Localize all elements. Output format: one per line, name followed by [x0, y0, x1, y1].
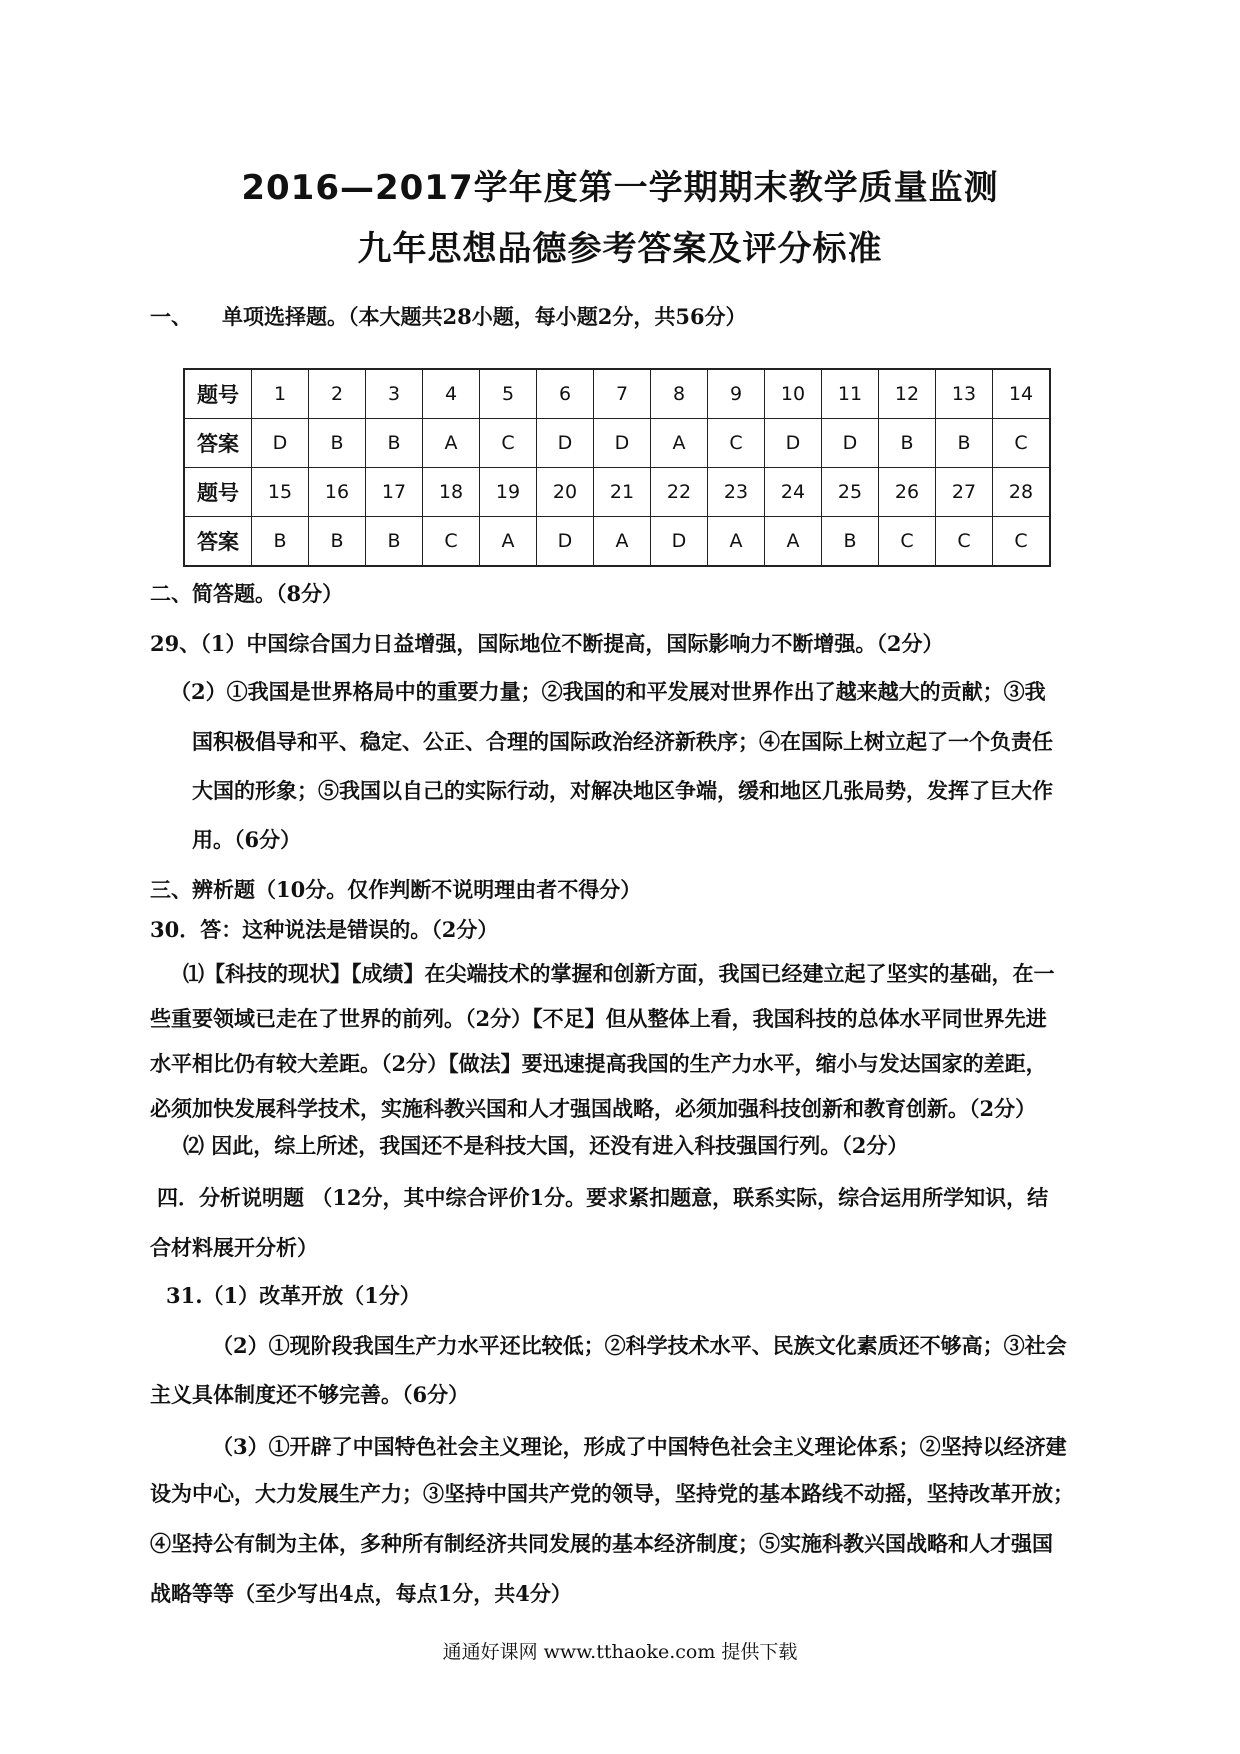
q31-part3-line: （3）①开辟了中国特色社会主义理论，形成了中国特色社会主义理论体系；②坚持以经济建	[212, 1434, 1067, 1459]
q31-part2-line: （2）①现阶段我国生产力水平还比较低；②科学技术水平、民族文化素质还不够高；③社会	[212, 1333, 1067, 1358]
q30-part2: ⑵ 因此，综上所述，我国还不是科技大国，还没有进入科技强国行列。（2分）	[183, 1133, 909, 1158]
answer-table-cell: 6	[537, 369, 594, 419]
answer-table-cell: 3	[366, 369, 423, 419]
answer-table-cell: D	[594, 419, 651, 468]
q29-part1: 29、（1）中国综合国力日益增强，国际地位不断提高，国际影响力不断增强。（2分）	[150, 631, 944, 656]
answer-table-cell: 16	[309, 468, 366, 517]
page-title: 2016—2017学年度第一学期期末教学质量监测	[241, 168, 999, 208]
answer-table-cell: 28	[993, 468, 1051, 517]
answer-table-cell: 18	[423, 468, 480, 517]
answer-table-cell: 14	[993, 369, 1051, 419]
answer-table-cell: 21	[594, 468, 651, 517]
answer-table-cell: C	[879, 517, 936, 567]
answer-table-row-header: 答案	[184, 419, 252, 468]
answer-table-cell: 23	[708, 468, 765, 517]
answer-table-cell: C	[993, 419, 1051, 468]
answer-table-cell: D	[537, 517, 594, 567]
answer-table-cell: 4	[423, 369, 480, 419]
answer-table-cell: B	[309, 419, 366, 468]
answer-table-cell: B	[309, 517, 366, 567]
page-subtitle: 九年思想品德参考答案及评分标准	[357, 229, 883, 269]
answer-table-cell: 24	[765, 468, 822, 517]
section3-heading: 三、辨析题（10分。仅作判断不说明理由者不得分）	[150, 877, 642, 902]
answer-table-cell: 5	[480, 369, 537, 419]
answer-table-cell: 27	[936, 468, 993, 517]
answer-table-cell: A	[765, 517, 822, 567]
q29-part2-line: 用。（6分）	[192, 827, 302, 852]
answer-table-cell: A	[594, 517, 651, 567]
answer-table-cell: 2	[309, 369, 366, 419]
answer-table-cell: C	[423, 517, 480, 567]
answer-table-cell: B	[936, 419, 993, 468]
section1-heading: 单项选择题。（本大题共28小题，每小题2分，共56分）	[222, 304, 747, 329]
q31-part3-line: 战略等等（至少写出4点，每点1分，共4分）	[150, 1581, 572, 1606]
q30-part1-line: ⑴【科技的现状】【成绩】在尖端技术的掌握和创新方面，我国已经建立起了坚实的基础，在一	[183, 961, 1055, 986]
footer-source: 通通好课网 www.tthaoke.com 提供下载	[442, 1641, 798, 1663]
answer-table-cell: 9	[708, 369, 765, 419]
answer-table-cell: B	[366, 419, 423, 468]
q31-part2-line: 主义具体制度还不够完善。（6分）	[150, 1382, 470, 1407]
q31-part3-line: ④坚持公有制为主体，多种所有制经济共同发展的基本经济制度；⑤实施科教兴国战略和人才强国	[150, 1531, 1053, 1556]
answer-table-cell: 19	[480, 468, 537, 517]
answer-table-cell: B	[822, 517, 879, 567]
answer-table-cell: B	[366, 517, 423, 567]
section4-heading: 四．分析说明题 （12分，其中综合评价1分。要求紧扣题意，联系实际，综合运用所学知识，结	[157, 1185, 1049, 1210]
answer-table-cell: B	[252, 517, 309, 567]
answer-table	[183, 368, 1051, 567]
answer-table-cell: 20	[537, 468, 594, 517]
answer-table-cell: A	[708, 517, 765, 567]
answer-table-cell: 10	[765, 369, 822, 419]
answer-table-cell: 17	[366, 468, 423, 517]
answer-table-cell: A	[423, 419, 480, 468]
answer-table-cell: D	[822, 419, 879, 468]
answer-table-cell: D	[651, 517, 708, 567]
answer-table-cell: A	[480, 517, 537, 567]
q29-part2-line: 国积极倡导和平、稳定、公正、合理的国际政治经济新秩序；④在国际上树立起了一个负责任	[192, 729, 1053, 754]
answer-table-row-header: 题号	[184, 468, 252, 517]
answer-table-row	[184, 468, 1050, 517]
answer-table-row	[184, 369, 1050, 419]
q30-part1-line: 些重要领域已走在了世界的前列。（2分）【不足】但从整体上看，我国科技的总体水平同世界先进	[150, 1006, 1047, 1031]
answer-table-row-header: 答案	[184, 517, 252, 567]
q29-part2-line: 大国的形象；⑤我国以自己的实际行动，对解决地区争端，缓和地区几张局势，发挥了巨大作	[192, 778, 1053, 803]
section4-heading-cont: 合材料展开分析）	[150, 1235, 318, 1260]
answer-table-cell: D	[765, 419, 822, 468]
q30-part1-line: 水平相比仍有较大差距。（2分）【做法】要迅速提高我国的生产力水平，缩小与发达国家的差距，	[150, 1051, 1047, 1076]
answer-table-cell: C	[708, 419, 765, 468]
section1-number: 一、	[150, 304, 192, 329]
answer-table-row	[184, 517, 1050, 567]
answer-table-cell: D	[537, 419, 594, 468]
answer-table-cell: C	[480, 419, 537, 468]
answer-table-cell: 8	[651, 369, 708, 419]
answer-table-cell: 7	[594, 369, 651, 419]
q30-part1-line: 必须加快发展科学技术，实施科教兴国和人才强国战略，必须加强科技创新和教育创新。（2分）	[150, 1096, 1037, 1121]
answer-table-cell: C	[936, 517, 993, 567]
q29-part2-line: （2）①我国是世界格局中的重要力量；②我国的和平发展对世界作出了越来越大的贡献；③我	[170, 679, 1046, 704]
answer-table-cell: A	[651, 419, 708, 468]
answer-table-cell: 25	[822, 468, 879, 517]
answer-table-cell: D	[252, 419, 309, 468]
answer-table-cell: 22	[651, 468, 708, 517]
answer-table-row	[184, 419, 1050, 468]
q30-answer: 30．答：这种说法是错误的。（2分）	[150, 917, 499, 942]
answer-table-cell: B	[879, 419, 936, 468]
answer-table-cell: 15	[252, 468, 309, 517]
answer-table-row-header: 题号	[184, 369, 252, 419]
answer-table-cell: 11	[822, 369, 879, 419]
q31-part3-line: 设为中心，大力发展生产力；③坚持中国共产党的领导，坚持党的基本路线不动摇，坚持改革开放；	[150, 1481, 1074, 1506]
answer-table-cell: 26	[879, 468, 936, 517]
answer-table-cell: C	[993, 517, 1051, 567]
answer-table-cell: 13	[936, 369, 993, 419]
answer-table-cell: 12	[879, 369, 936, 419]
answer-table-cell: 1	[252, 369, 309, 419]
section2-heading: 二、简答题。（8分）	[150, 581, 344, 606]
q31-part1: 31.（1）改革开放（1分）	[166, 1283, 421, 1308]
